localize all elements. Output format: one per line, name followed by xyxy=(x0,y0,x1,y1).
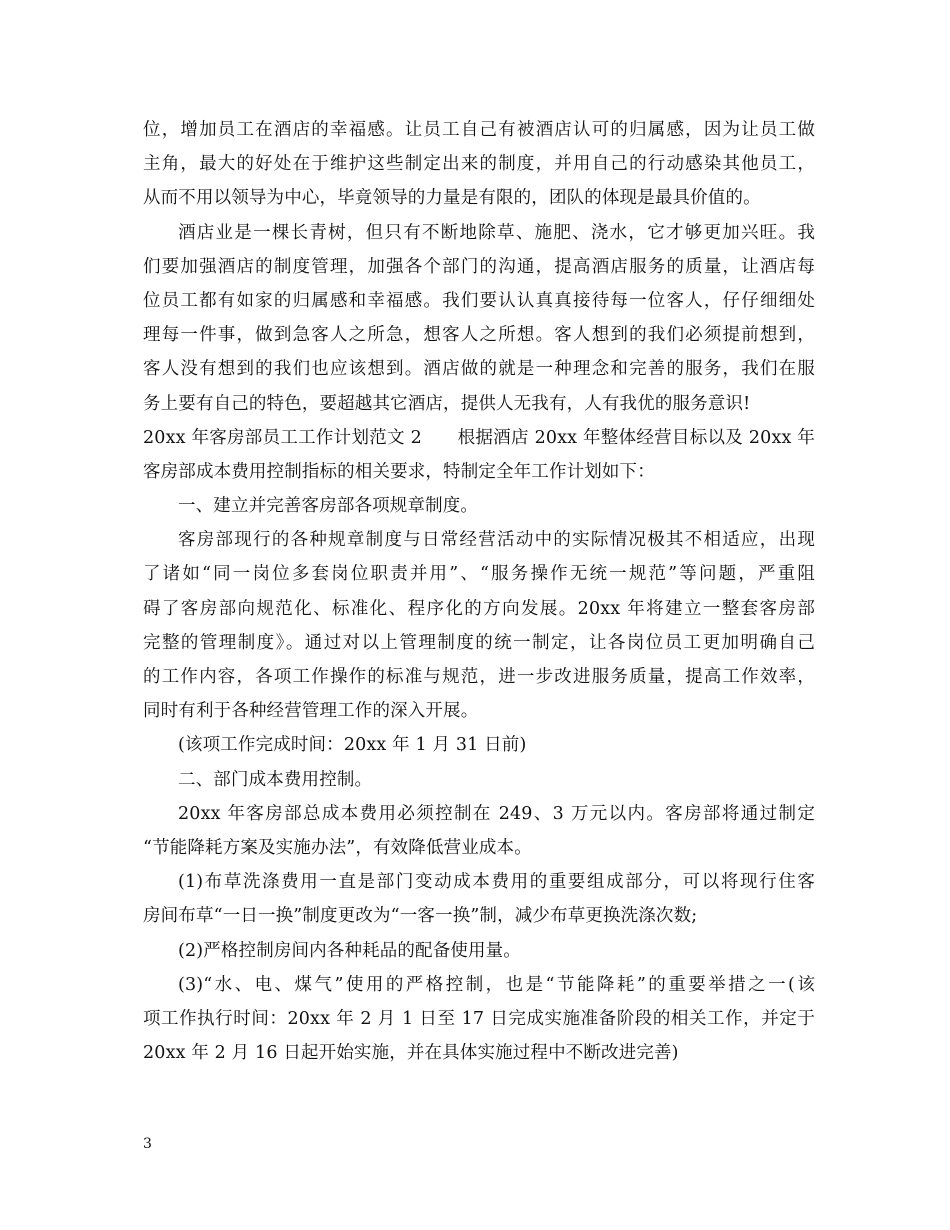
text-line: 主角，最大的好处在于维护这些制定出来的制度，并用自己的行动感染其他员工， xyxy=(143,154,815,175)
text-line: 项工作执行时间：20xx 年 2 月 1 日至 17 日完成实施准备阶段的相关工作，并定于 xyxy=(143,1008,815,1029)
text-line: 同时有利于各种经营管理工作的深入开展。 xyxy=(143,701,479,722)
text-line: (3)“水、电、煤气”使用的严格控制，也是“节能降耗”的重要举措之一(该 xyxy=(178,974,815,995)
text-line: 20xx 年客房部总成本费用必须控制在 249、3 万元以内。客房部将通过制定 xyxy=(178,803,815,824)
text-line: 位，增加员工在酒店的幸福感。让员工自己有被酒店认可的归属感，因为让员工做 xyxy=(143,120,815,140)
section-heading: 一、建立并完善客房部各项规章制度。 xyxy=(178,496,479,517)
text-line: 酒店业是一棵长青树，但只有不断地除草、施肥、浇水，它才够更加兴旺。我 xyxy=(178,222,815,243)
text-line: 务上要有自己的特色，要超越其它酒店，提供人无我有，人有我优的服务意识! xyxy=(143,393,751,414)
body-text xyxy=(143,113,815,1070)
text-line: 客房部成本费用控制指标的相关要求，特制定全年工作计划如下： xyxy=(143,461,655,482)
text-line: 20xx 年 2 月 16 日起开始实施，并在具体实施过程中不断改进完善) xyxy=(143,1043,679,1064)
section-heading: 二、部门成本费用控制。 xyxy=(178,769,373,790)
text-line: 客人没有想到的我们也应该想到。酒店做的就是一种理念和完善的服务，我们在服 xyxy=(143,359,815,380)
text-line: 们要加强酒店的制度管理，加强各个部门的沟通，提高酒店服务的质量，让酒店每 xyxy=(143,256,815,277)
text-line: 房间布草“一日一换”制度更改为“一客一换”制，减少布草更换洗涤次数; xyxy=(143,906,698,927)
text-line: 碍了客房部向规范化、标准化、程序化的方向发展。20xx 年将建立一整套客房部 xyxy=(143,598,815,619)
text-line: “节能降耗方案及实施办法”，有效降低营业成本。 xyxy=(143,837,532,858)
text-line: 理每一件事，做到急客人之所急，想客人之所想。客人想到的我们必须提前想到， xyxy=(143,325,815,346)
page-number: 3 xyxy=(143,1136,152,1152)
text-line: 从而不用以领导为中心，毕竟领导的力量是有限的，团队的体现是最具价值的。 xyxy=(143,188,761,209)
text-line: (1)布草洗涤费用一直是部门变动成本费用的重要组成部分，可以将现行住客 xyxy=(178,872,815,893)
text-line: (该项工作完成时间：20xx 年 1 月 31 日前) xyxy=(178,735,527,756)
text-line: 的工作内容，各项工作操作的标准与规范，进一步改进服务质量，提高工作效率， xyxy=(143,667,815,687)
text-line: 完整的管理制度》。通过对以上管理制度的统一制定，让各岗位员工更加明确自己 xyxy=(143,632,815,653)
text-line: (2)严格控制房间内各种耗品的配备使用量。 xyxy=(178,940,521,961)
text-line: 了诸如“同一岗位多套岗位职责并用”、“服务操作无统一规范”等问题，严重阻 xyxy=(143,564,815,585)
text-line: 位员工都有如家的归属感和幸福感。我们要认认真真接待每一位客人，仔仔细细处 xyxy=(143,290,815,311)
text-line: 客房部现行的各种规章制度与日常经营活动中的实际情况极其不相适应，出现 xyxy=(178,530,815,551)
text-line: 20xx 年客房部员工工作计划范文 2 根据酒店 20xx 年整体经营目标以及 20xx 年 xyxy=(143,427,815,448)
